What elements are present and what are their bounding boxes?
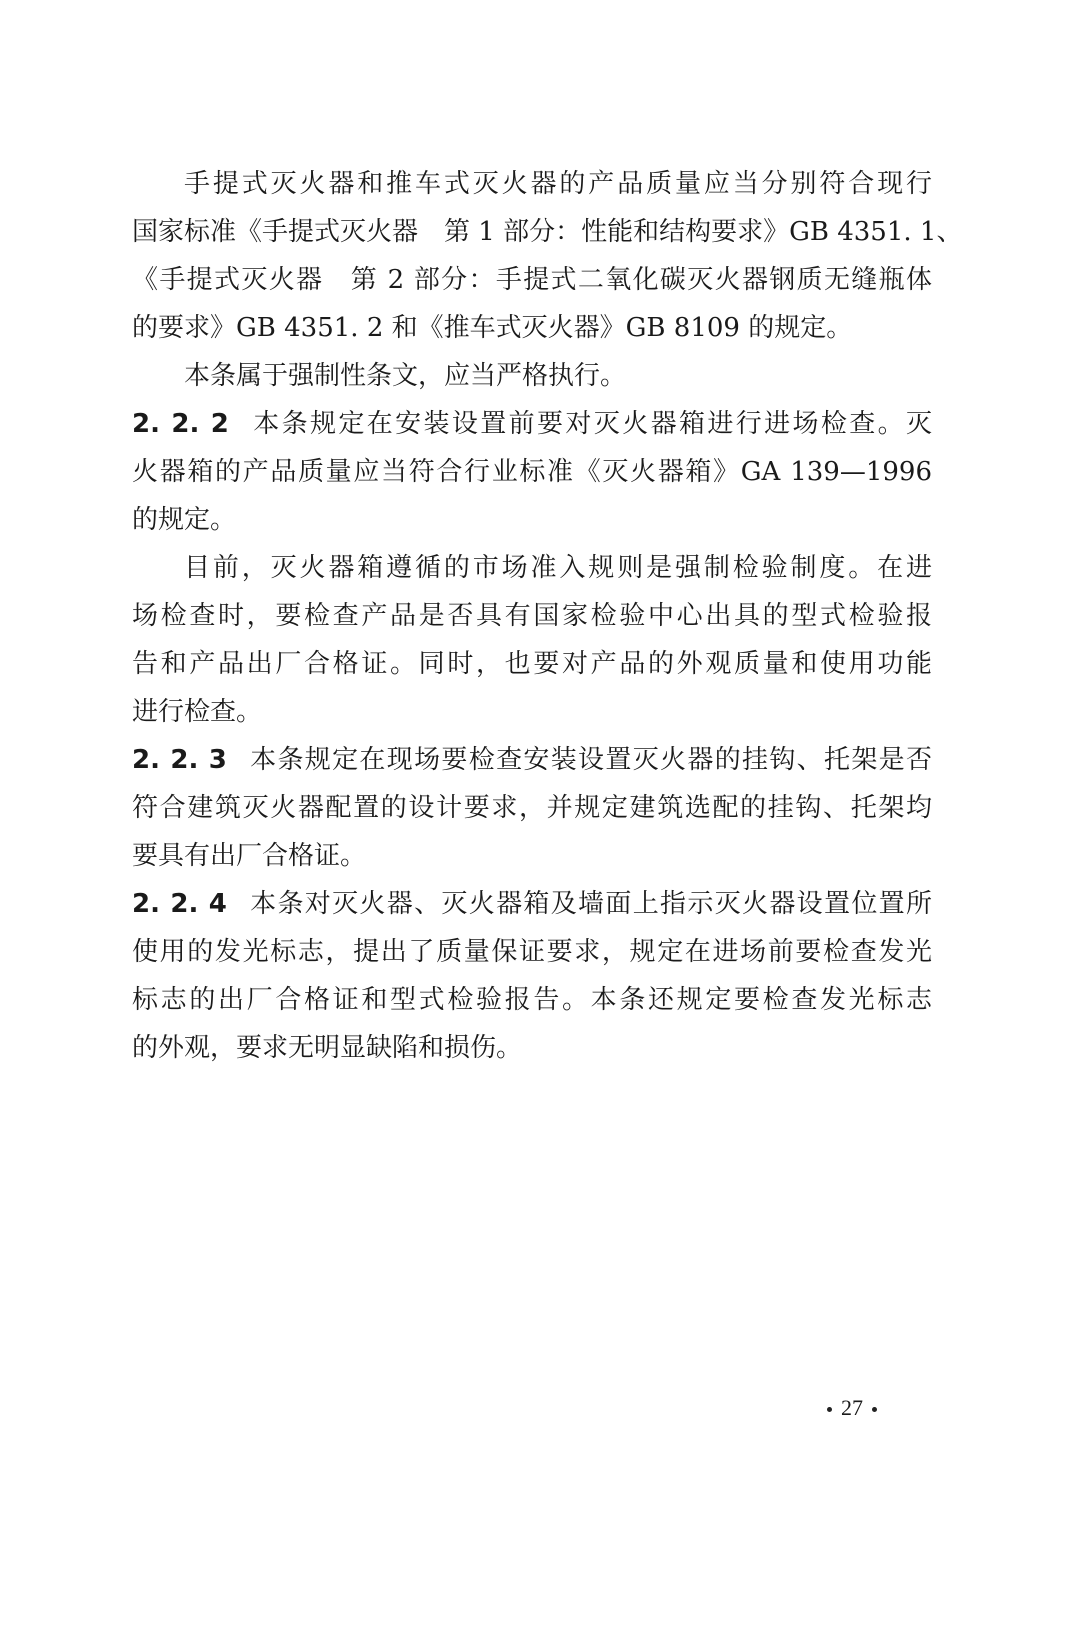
paragraph-line: 进行检查。	[132, 697, 263, 727]
section-number: 2. 2. 4	[132, 889, 227, 919]
page-number-text: 27	[841, 1395, 863, 1420]
section-number: 2. 2. 2	[132, 409, 229, 439]
bullet-dot-icon	[827, 1407, 832, 1412]
paragraph-line: 的外观，要求无明显缺陷和损伤。	[132, 1033, 523, 1063]
paragraph-line: 要具有出厂合格证。	[132, 841, 367, 871]
page-number	[818, 1395, 886, 1421]
paragraph-line: 本条属于强制性条文，应当严格执行。	[184, 361, 627, 391]
section-number: 2. 2. 3	[132, 745, 227, 775]
paragraph-line: 符合建筑灭火器配置的设计要求，并规定建筑选配的挂钩、托架均	[132, 793, 932, 823]
paragraph-line: 使用的发光标志，提出了质量保证要求，规定在进场前要检查发光	[132, 937, 932, 967]
paragraph-line: 本条规定在安装设置前要对灭火器箱进行进场检查。灭	[250, 409, 932, 439]
paragraph-line: 火器箱的产品质量应当符合行业标准《灭火器箱》GA 139—1996	[132, 457, 932, 487]
paragraph-line: 国家标准《手提式灭火器 第 1 部分：性能和结构要求》GB 4351. 1、	[132, 217, 963, 247]
paragraph-line: 标志的出厂合格证和型式检验报告。本条还规定要检查发光标志	[132, 985, 932, 1015]
document-body	[132, 160, 963, 1072]
paragraph-line: 本条规定在现场要检查安装设置灭火器的挂钩、托架是否	[248, 745, 932, 775]
paragraph-line: 的规定。	[132, 505, 237, 535]
paragraph-line: 本条对灭火器、灭火器箱及墙面上指示灭火器设置位置所	[248, 889, 932, 919]
paragraph-line: 场检查时，要检查产品是否具有国家检验中心出具的型式检验报	[132, 601, 932, 631]
paragraph-line: 手提式灭火器和推车式灭火器的产品质量应当分别符合现行	[184, 169, 932, 199]
section-2-2-3-first-line	[132, 736, 932, 784]
paragraph-line: 的要求》GB 4351. 2 和《推车式灭火器》GB 8109 的规定。	[132, 313, 853, 343]
section-2-2-2-first-line	[132, 400, 932, 448]
paragraph-line: 目前，灭火器箱遵循的市场准入规则是强制检验制度。在进	[184, 553, 932, 583]
paragraph-line: 告和产品出厂合格证。同时，也要对产品的外观质量和使用功能	[132, 649, 932, 679]
section-2-2-4-first-line	[132, 880, 932, 928]
bullet-dot-icon	[872, 1407, 877, 1412]
paragraph-line: 《手提式灭火器 第 2 部分：手提式二氧化碳灭火器钢质无缝瓶体	[132, 265, 932, 295]
